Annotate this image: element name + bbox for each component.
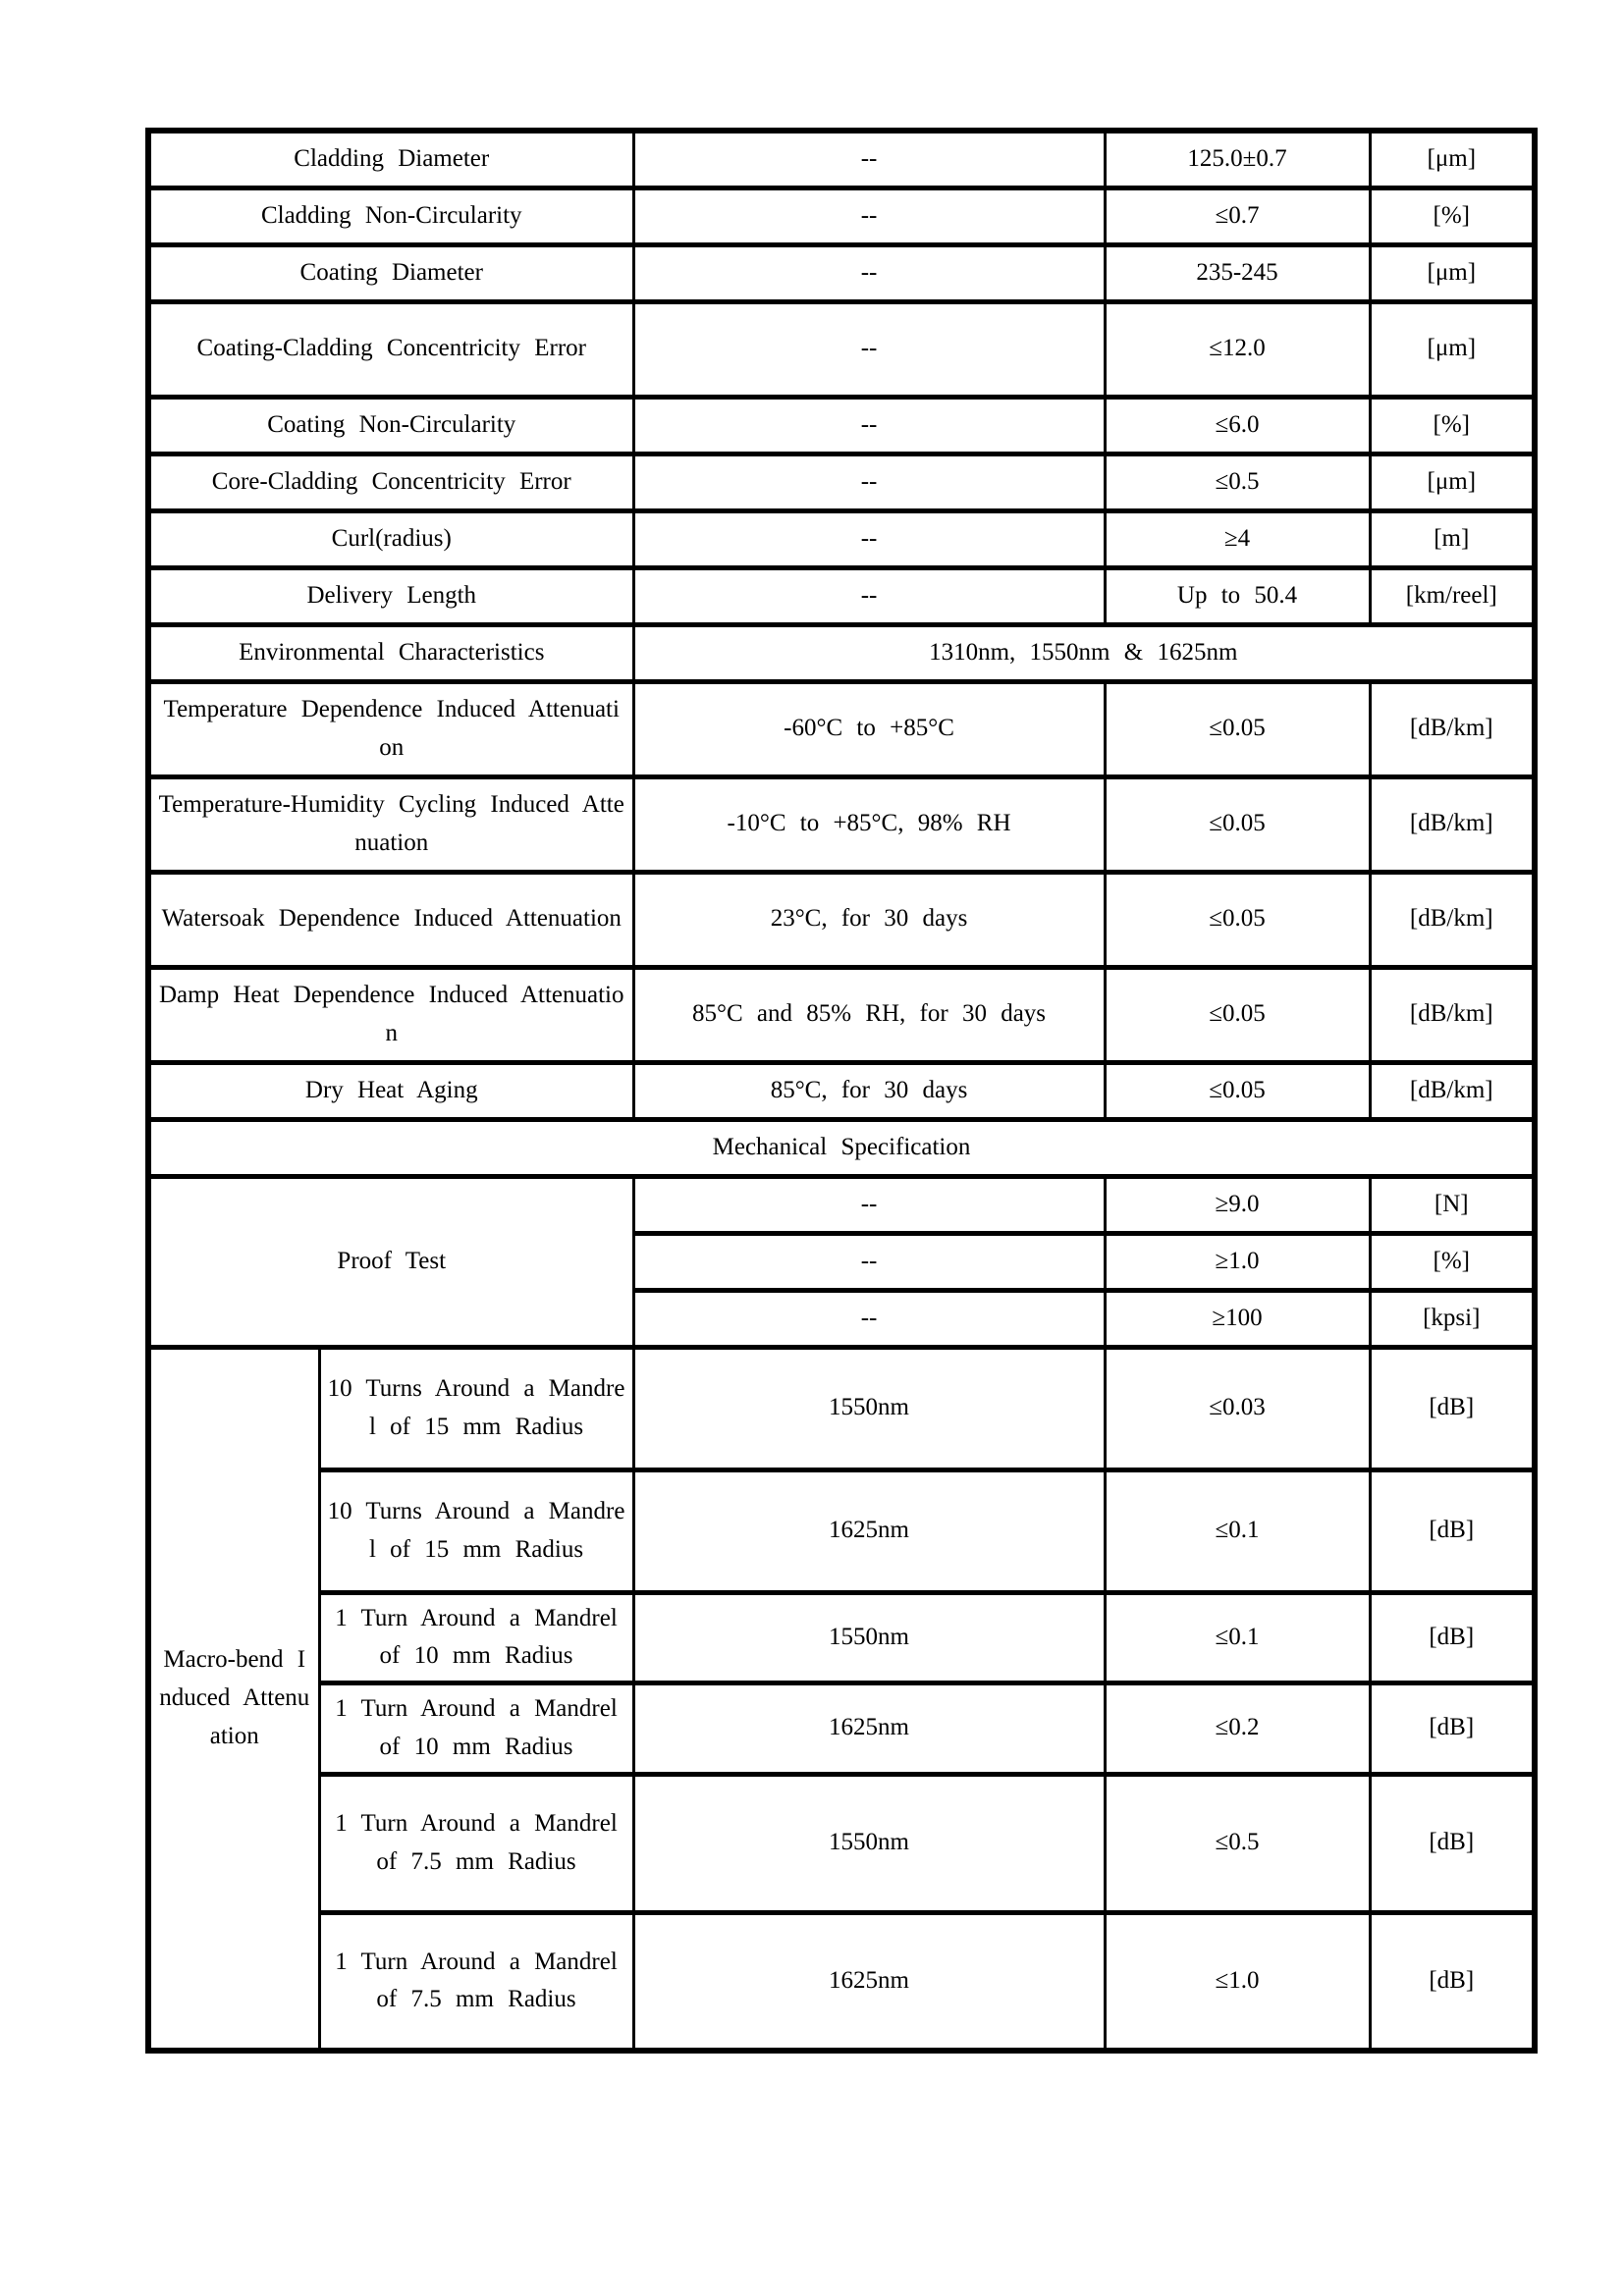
macro-bend-label-cell: Macro-bend Induced Attenuation	[148, 1347, 319, 2051]
table-row	[148, 301, 1535, 397]
unit-cell: [μm]	[1370, 131, 1535, 187]
value-cell: ≤0.05	[1105, 872, 1370, 967]
table-row	[148, 187, 1535, 244]
param-cell: Environmental Characteristics	[148, 624, 633, 681]
description-cell: 10 Turns Around a Mandrel of 15 mm Radius	[319, 1469, 633, 1592]
table-row	[148, 567, 1535, 624]
value-cell: ≥100	[1105, 1290, 1370, 1347]
condition-cell: 1625nm	[633, 1912, 1105, 2051]
table-row	[148, 1062, 1535, 1119]
unit-cell: [μm]	[1370, 454, 1535, 510]
unit-cell: [dB/km]	[1370, 967, 1535, 1062]
table-row	[148, 967, 1535, 1062]
param-cell: Cladding Non-Circularity	[148, 187, 633, 244]
condition-cell: --	[633, 1290, 1105, 1347]
table-row	[148, 454, 1535, 510]
value-cell: ≤0.5	[1105, 1774, 1370, 1912]
condition-cell: 85°C, for 30 days	[633, 1062, 1105, 1119]
macro-bend-row	[148, 1774, 1535, 1912]
condition-cell: 85°C and 85% RH, for 30 days	[633, 967, 1105, 1062]
condition-cell: --	[633, 454, 1105, 510]
value-cell: ≤12.0	[1105, 301, 1370, 397]
description-cell: 10 Turns Around a Mandrel of 15 mm Radius	[319, 1347, 633, 1469]
proof-test-row	[148, 1176, 1535, 1233]
value-cell: ≤0.05	[1105, 681, 1370, 776]
param-cell: Coating Diameter	[148, 244, 633, 301]
condition-cell: --	[633, 567, 1105, 624]
fiber-spec-table	[145, 128, 1538, 2054]
value-cell: ≤1.0	[1105, 1912, 1370, 2051]
condition-cell: 1550nm	[633, 1592, 1105, 1683]
proof-test-label-cell: Proof Test	[148, 1176, 633, 1347]
value-cell: ≤6.0	[1105, 397, 1370, 454]
unit-cell: [%]	[1370, 187, 1535, 244]
value-cell: 125.0±0.7	[1105, 131, 1370, 187]
param-cell: Damp Heat Dependence Induced Attenuation	[148, 967, 633, 1062]
unit-cell: [%]	[1370, 1233, 1535, 1290]
value-cell: ≥1.0	[1105, 1233, 1370, 1290]
condition-cell: -60°C to +85°C	[633, 681, 1105, 776]
param-cell: Curl(radius)	[148, 510, 633, 567]
unit-cell: [dB]	[1370, 1469, 1535, 1592]
wavelengths-cell: 1310nm, 1550nm & 1625nm	[633, 624, 1535, 681]
condition-cell: -10°C to +85°C, 98% RH	[633, 776, 1105, 872]
value-cell: ≤0.1	[1105, 1592, 1370, 1683]
param-cell: Coating Non-Circularity	[148, 397, 633, 454]
condition-cell: --	[633, 187, 1105, 244]
unit-cell: [dB]	[1370, 1912, 1535, 2051]
condition-cell: --	[633, 131, 1105, 187]
condition-cell: 1625nm	[633, 1683, 1105, 1775]
unit-cell: [μm]	[1370, 244, 1535, 301]
unit-cell: [dB]	[1370, 1347, 1535, 1469]
mechanical-section-header-row	[148, 1119, 1535, 1176]
condition-cell: 23°C, for 30 days	[633, 872, 1105, 967]
value-cell: ≤0.05	[1105, 967, 1370, 1062]
unit-cell: [%]	[1370, 397, 1535, 454]
value-cell: ≥4	[1105, 510, 1370, 567]
condition-cell: --	[633, 510, 1105, 567]
table-row	[148, 131, 1535, 187]
value-cell: ≤0.05	[1105, 1062, 1370, 1119]
unit-cell: [dB]	[1370, 1774, 1535, 1912]
macro-bend-row	[148, 1347, 1535, 1469]
description-cell: 1 Turn Around a Mandrel of 10 mm Radius	[319, 1683, 633, 1775]
macro-bend-row	[148, 1592, 1535, 1683]
table-row	[148, 244, 1535, 301]
condition-cell: 1550nm	[633, 1774, 1105, 1912]
value-cell: Up to 50.4	[1105, 567, 1370, 624]
param-cell: Coating-Cladding Concentricity Error	[148, 301, 633, 397]
condition-cell: --	[633, 301, 1105, 397]
table-row	[148, 681, 1535, 776]
unit-cell: [kpsi]	[1370, 1290, 1535, 1347]
condition-cell: --	[633, 397, 1105, 454]
param-cell: Temperature Dependence Induced Attenuation	[148, 681, 633, 776]
unit-cell: [km/reel]	[1370, 567, 1535, 624]
condition-cell: --	[633, 244, 1105, 301]
condition-cell: 1550nm	[633, 1347, 1105, 1469]
param-cell: Core-Cladding Concentricity Error	[148, 454, 633, 510]
unit-cell: [m]	[1370, 510, 1535, 567]
param-cell: Temperature-Humidity Cycling Induced Attenuation	[148, 776, 633, 872]
unit-cell: [dB]	[1370, 1683, 1535, 1775]
description-cell: 1 Turn Around a Mandrel of 7.5 mm Radius	[319, 1912, 633, 2051]
condition-cell: 1625nm	[633, 1469, 1105, 1592]
param-cell: Watersoak Dependence Induced Attenuation	[148, 872, 633, 967]
macro-bend-row	[148, 1683, 1535, 1775]
macro-bend-row	[148, 1912, 1535, 2051]
unit-cell: [dB]	[1370, 1592, 1535, 1683]
condition-cell: --	[633, 1176, 1105, 1233]
unit-cell: [dB/km]	[1370, 681, 1535, 776]
condition-cell: --	[633, 1233, 1105, 1290]
unit-cell: [N]	[1370, 1176, 1535, 1233]
unit-cell: [dB/km]	[1370, 872, 1535, 967]
section-header-cell: Mechanical Specification	[148, 1119, 1535, 1176]
environmental-header-row	[148, 624, 1535, 681]
param-cell: Dry Heat Aging	[148, 1062, 633, 1119]
value-cell: ≤0.05	[1105, 776, 1370, 872]
unit-cell: [dB/km]	[1370, 776, 1535, 872]
value-cell: ≤0.2	[1105, 1683, 1370, 1775]
unit-cell: [dB/km]	[1370, 1062, 1535, 1119]
table-row	[148, 510, 1535, 567]
value-cell: 235-245	[1105, 244, 1370, 301]
table-row	[148, 397, 1535, 454]
value-cell: ≥9.0	[1105, 1176, 1370, 1233]
unit-cell: [μm]	[1370, 301, 1535, 397]
value-cell: ≤0.1	[1105, 1469, 1370, 1592]
table-row	[148, 776, 1535, 872]
value-cell: ≤0.7	[1105, 187, 1370, 244]
description-cell: 1 Turn Around a Mandrel of 10 mm Radius	[319, 1592, 633, 1683]
param-cell: Delivery Length	[148, 567, 633, 624]
table-row	[148, 872, 1535, 967]
param-cell: Cladding Diameter	[148, 131, 633, 187]
value-cell: ≤0.03	[1105, 1347, 1370, 1469]
description-cell: 1 Turn Around a Mandrel of 7.5 mm Radius	[319, 1774, 633, 1912]
macro-bend-row	[148, 1469, 1535, 1592]
value-cell: ≤0.5	[1105, 454, 1370, 510]
